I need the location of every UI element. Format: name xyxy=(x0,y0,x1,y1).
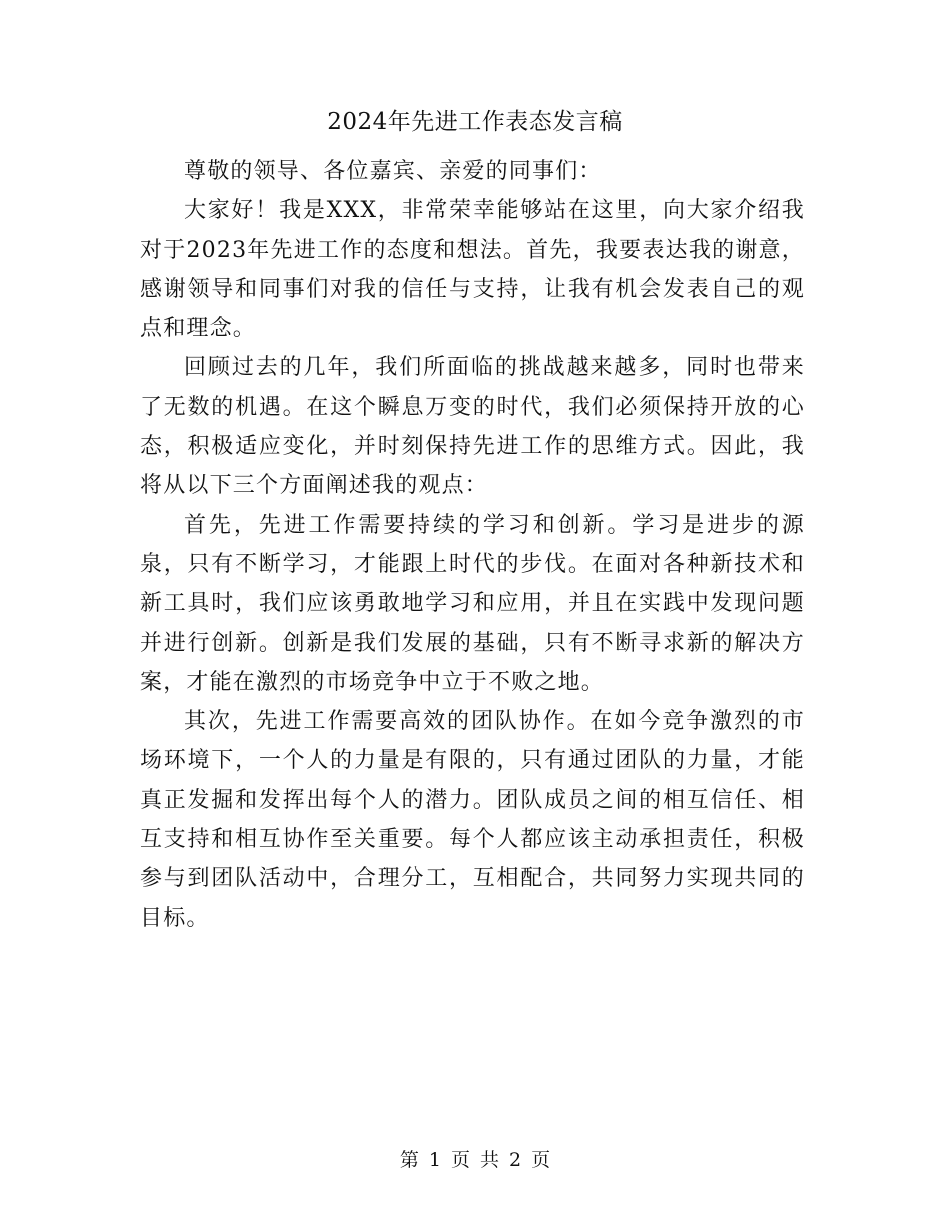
document-body xyxy=(140,152,805,938)
paragraph-learning: 首先，先进工作需要持续的学习和创新。学习是进步的源泉，只有不断学习，才能跟上时代的步伐。在面对各种新技术和新工具时，我们应该勇敢地学习和应用，并且在实践中发现问题并进行创新。创新是我们发展的基础，只有不断寻求新的解决方案，才能在激烈的市场竞争中立于不败之地。 xyxy=(140,512,805,695)
paragraph-teamwork: 其次，先进工作需要高效的团队协作。在如今竞争激烈的市场环境下，一个人的力量是有限的，只有通过团队的力量，才能真正发掘和发挥出每个人的潜力。团队成员之间的相互信任、相互支持和相互协作至关重要。每个人都应该主动承担责任，积极参与到团队活动中，合理分工，互相配合，共同努力实现共同的目标。 xyxy=(140,709,805,931)
page-number-footer: 第 1 页 共 2 页 xyxy=(399,1149,551,1171)
paragraph-salutation: 尊敬的领导、各位嘉宾、亲爱的同事们： xyxy=(184,159,602,184)
paragraph-review: 回顾过去的几年，我们所面临的挑战越来越多，同时也带来了无数的机遇。在这个瞬息万变的时代，我们必须保持开放的心态，积极适应变化，并时刻保持先进工作的思维方式。因此，我将从以下三个方面阐述我的观点： xyxy=(140,355,805,499)
document-title: 2024年先进工作表态发言稿 xyxy=(327,109,623,135)
paragraph-greeting: 大家好！我是XXX，非常荣幸能够站在这里，向大家介绍我对于2023年先进工作的态度和想法。首先，我要表达我的谢意，感谢领导和同事们对我的信任与支持，让我有机会发表自己的观点和理念。 xyxy=(140,198,805,342)
